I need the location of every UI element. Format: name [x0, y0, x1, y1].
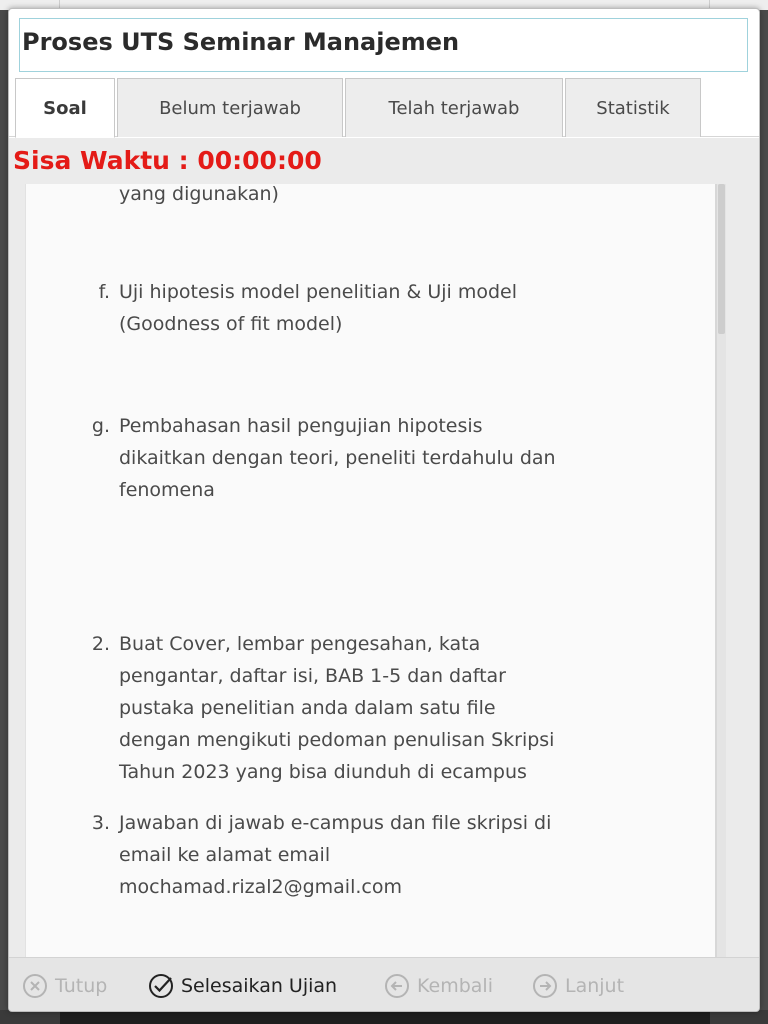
exam-dialog	[8, 8, 760, 1012]
exam-footer	[9, 957, 760, 1012]
dialog-title: Proses UTS Seminar Manajemen	[19, 18, 748, 72]
finish-exam-button[interactable]	[147, 971, 337, 1001]
question-item-text	[119, 410, 709, 506]
question-item-text	[119, 628, 709, 788]
check-circle-icon	[147, 972, 175, 1000]
question-line: Tahun 2023 yang bisa diunduh di ecampus	[119, 761, 527, 783]
close-button[interactable]	[21, 971, 107, 1001]
tab-bar	[9, 76, 760, 137]
tab-telah-terjawab[interactable]: Telah terjawab	[345, 78, 563, 137]
scrollbar-thumb[interactable]	[718, 184, 725, 334]
previous-button-label: Kembali	[417, 975, 493, 997]
arrow-left-circle-icon	[383, 972, 411, 1000]
question-line: pengantar, daftar isi, BAB 1-5 dan daftar	[119, 665, 506, 687]
question-line: Uji hipotesis model penelitian & Uji model	[119, 281, 517, 303]
question-item-text	[119, 807, 709, 903]
question-line: dikaitkan dengan teori, peneliti terdahulu dan	[119, 447, 556, 469]
question-line: mochamad.rizal2@gmail.com	[119, 876, 402, 898]
finish-exam-label: Selesaikan Ujian	[181, 975, 338, 997]
question-line: fenomena	[119, 479, 215, 501]
question-line: pustaka penelitian anda dalam satu file	[119, 697, 496, 719]
question-panel[interactable]	[25, 184, 717, 960]
list-marker: 3.	[91, 812, 110, 834]
previous-button[interactable]	[383, 971, 493, 1001]
close-button-label: Tutup	[55, 975, 108, 997]
question-line: email ke alamat email	[119, 844, 331, 866]
arrow-right-circle-icon	[531, 972, 559, 1000]
question-line: yang digunakan)	[119, 184, 279, 205]
tab-belum-terjawab[interactable]: Belum terjawab	[117, 78, 343, 137]
tab-statistik[interactable]: Statistik	[565, 78, 701, 137]
list-marker: 2.	[91, 633, 110, 655]
question-line: (Goodness of fit model)	[119, 313, 343, 335]
remaining-time: Sisa Waktu : 00:00:00	[13, 146, 322, 175]
question-item-text	[119, 276, 709, 340]
list-marker: g.	[91, 415, 110, 437]
question-scrollbar[interactable]	[717, 184, 726, 960]
next-button[interactable]	[531, 971, 624, 1001]
question-line: Pembahasan hasil pengujian hipotesis	[119, 415, 483, 437]
tab-soal[interactable]: Soal	[15, 78, 115, 138]
question-line: Buat Cover, lembar pengesahan, kata	[119, 633, 481, 655]
question-clipped-line	[119, 184, 709, 210]
close-circle-icon	[21, 972, 49, 1000]
next-button-label: Lanjut	[565, 975, 625, 997]
exam-body	[9, 138, 760, 958]
list-marker: f.	[98, 281, 110, 303]
question-line: Jawaban di jawab e-campus dan file skripsi di	[119, 812, 552, 834]
background-page-bottom	[0, 1010, 768, 1024]
question-line: dengan mengikuti pedoman penulisan Skripsi	[119, 729, 555, 751]
